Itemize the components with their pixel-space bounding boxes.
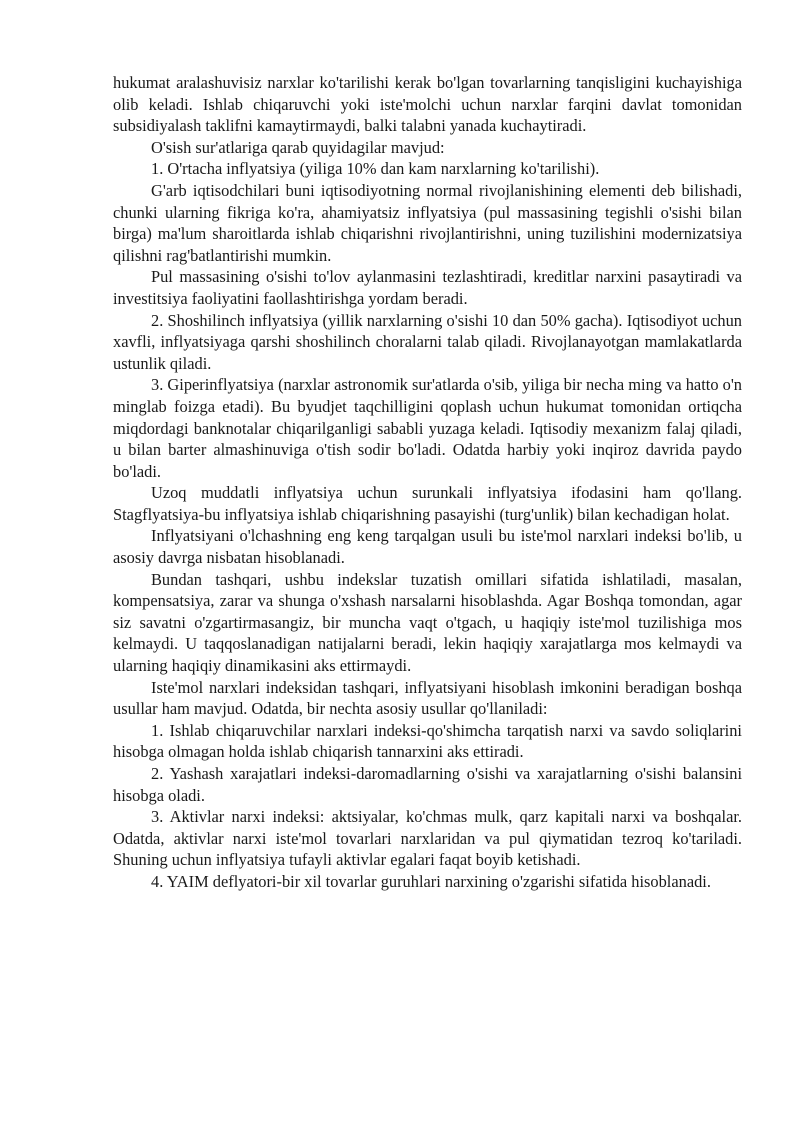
paragraph-growth-rates-intro: O'sish sur'atlariga qarab quyidagilar mavjud: — [151, 137, 445, 157]
paragraph-cost-of-living-index: 2. Yashash xarajatlari indeksi-daromadlarning o'sishi va xarajatlarning o'sishi balansini hisobga oladi. — [113, 764, 742, 805]
paragraph-continuation: hukumat aralashuvisiz narxlar ko'tarilishi kerak bo'lgan tovarlarning tanqisligini kuchayishiga olib keladi. Ishlab chiqaruvchi yoki iste'molchi uchun narxlar farqini davlat tomonidan subsidiyalash taklifni kamaytirmaydi, balki talabni yanada kuchaytiradi. — [113, 73, 742, 136]
paragraph-other-methods: Iste'mol narxlari indeksidan tashqari, inflyatsiyani hisoblash imkonini beradigan boshqa usullar ham mavjud. Odatda, bir nechta asosiy usullar qo'llaniladi: — [113, 677, 742, 719]
paragraph-western-economists: G'arb iqtisodchilari buni iqtisodiyotning normal rivojlanishining elementi deb bilishadi, chunki ularning fikriga ko'ra, ahamiyatsiz inflyatsiya (pul massasining tegishli o'sishi bilan birga) ma'lum sharoitlarda ishlab chiqarishni rivojlantirishni, uning tuzilishini modernizatsiya qilishni rag'batlantirishi mumkin. — [113, 180, 742, 265]
paragraph-moderate-inflation: 1. O'rtacha inflyatsiya (yiliga 10% dan kam narxlarning ko'tarilishi). — [151, 159, 600, 179]
paragraph-galloping-inflation: 2. Shoshilinch inflyatsiya (yillik narxlarning o'sishi 10 dan 50% gacha). Iqtisodiyot uchun xavfli, inflyatsiyaga qarshi shoshilinch choralarni talab qiladi. Rivojlanayotgan mamlakatlarda ustunlik qiladi. — [113, 310, 742, 373]
paragraph-cpi: Inflyatsiyani o'lchashning eng keng tarqalgan usuli bu iste'mol narxlari indeksi bo'lib, u asosiy davrga nisbatan hisoblanadi. — [113, 526, 742, 568]
paragraph-correction-factors: Bundan tashqari, ushbu indekslar tuzatish omillari sifatida ishlatiladi, masalan, kompensatsiya, zarar va shunga o'xshash narsalarni hisoblashda. Agar Boshqa tomondan, agar siz savatni o'zgartirmasangiz, bir muncha vaqt o'tgach, u haqiqiy iste'mol tuzilishiga mos kelmaydi. U taqqoslanadigan natijalarni beradi, lekin haqiqiy xarajatlarga mos kelmaydi va ularning haqiqiy dinamikasini aks ettirmaydi. — [113, 569, 742, 676]
paragraph-gdp-deflator: 4. YAIM deflyatori-bir xil tovarlar guruhlari narxining o'zgarishi sifatida hisoblanadi. — [151, 871, 711, 891]
paragraph-hyperinflation: 3. Giperinflyatsiya (narxlar astronomik sur'atlarda o'sib, yiliga bir necha ming va hatto o'n minglab foizga etadi). Bu byudjet taqchilligini qoplash uchun hukumat tomonidan ortiqcha miqdordagi banknotalar chiqarilganligi sababli yuzaga keladi. Iqtisodiy mexanizm falaj qiladi, u bilan barter almashinuviga o'tish sodir bo'ladi. Odatda harbiy yoki inqiroz davrida paydo bo'ladi. — [113, 375, 742, 481]
paragraph-money-supply: Pul massasining o'sishi to'lov aylanmasini tezlashtiradi, kreditlar narxini pasaytiradi va investitsiya faoliyatini faollashtirishga yordam beradi. — [113, 267, 742, 308]
document-page — [113, 72, 742, 893]
paragraph-chronic-inflation: Uzoq muddatli inflyatsiya uchun surunkali inflyatsiya ifodasini ham qo'llang. Stagflyatsiya-bu inflyatsiya ishlab chiqarishning pasayishi (turg'unlik) bilan kechadigan holat. — [113, 483, 742, 524]
paragraph-producer-price-index: 1. Ishlab chiqaruvchilar narxlari indeksi-qo'shimcha tarqatish narxi va savdo soliqlarini hisobga olmagan holda ishlab chiqarish tannarxini aks ettiradi. — [113, 720, 742, 762]
paragraph-asset-price-index: 3. Aktivlar narxi indeksi: aktsiyalar, ko'chmas mulk, qarz kapitali narxi va boshqalar. Odatda, aktivlar narxi iste'mol tovarlari narxlaridan va pul qiymatidan tezroq ko'tariladi. Shuning uchun inflyatsiya tufayli aktivlar egalari faqat boyib ketishadi. — [113, 807, 742, 870]
